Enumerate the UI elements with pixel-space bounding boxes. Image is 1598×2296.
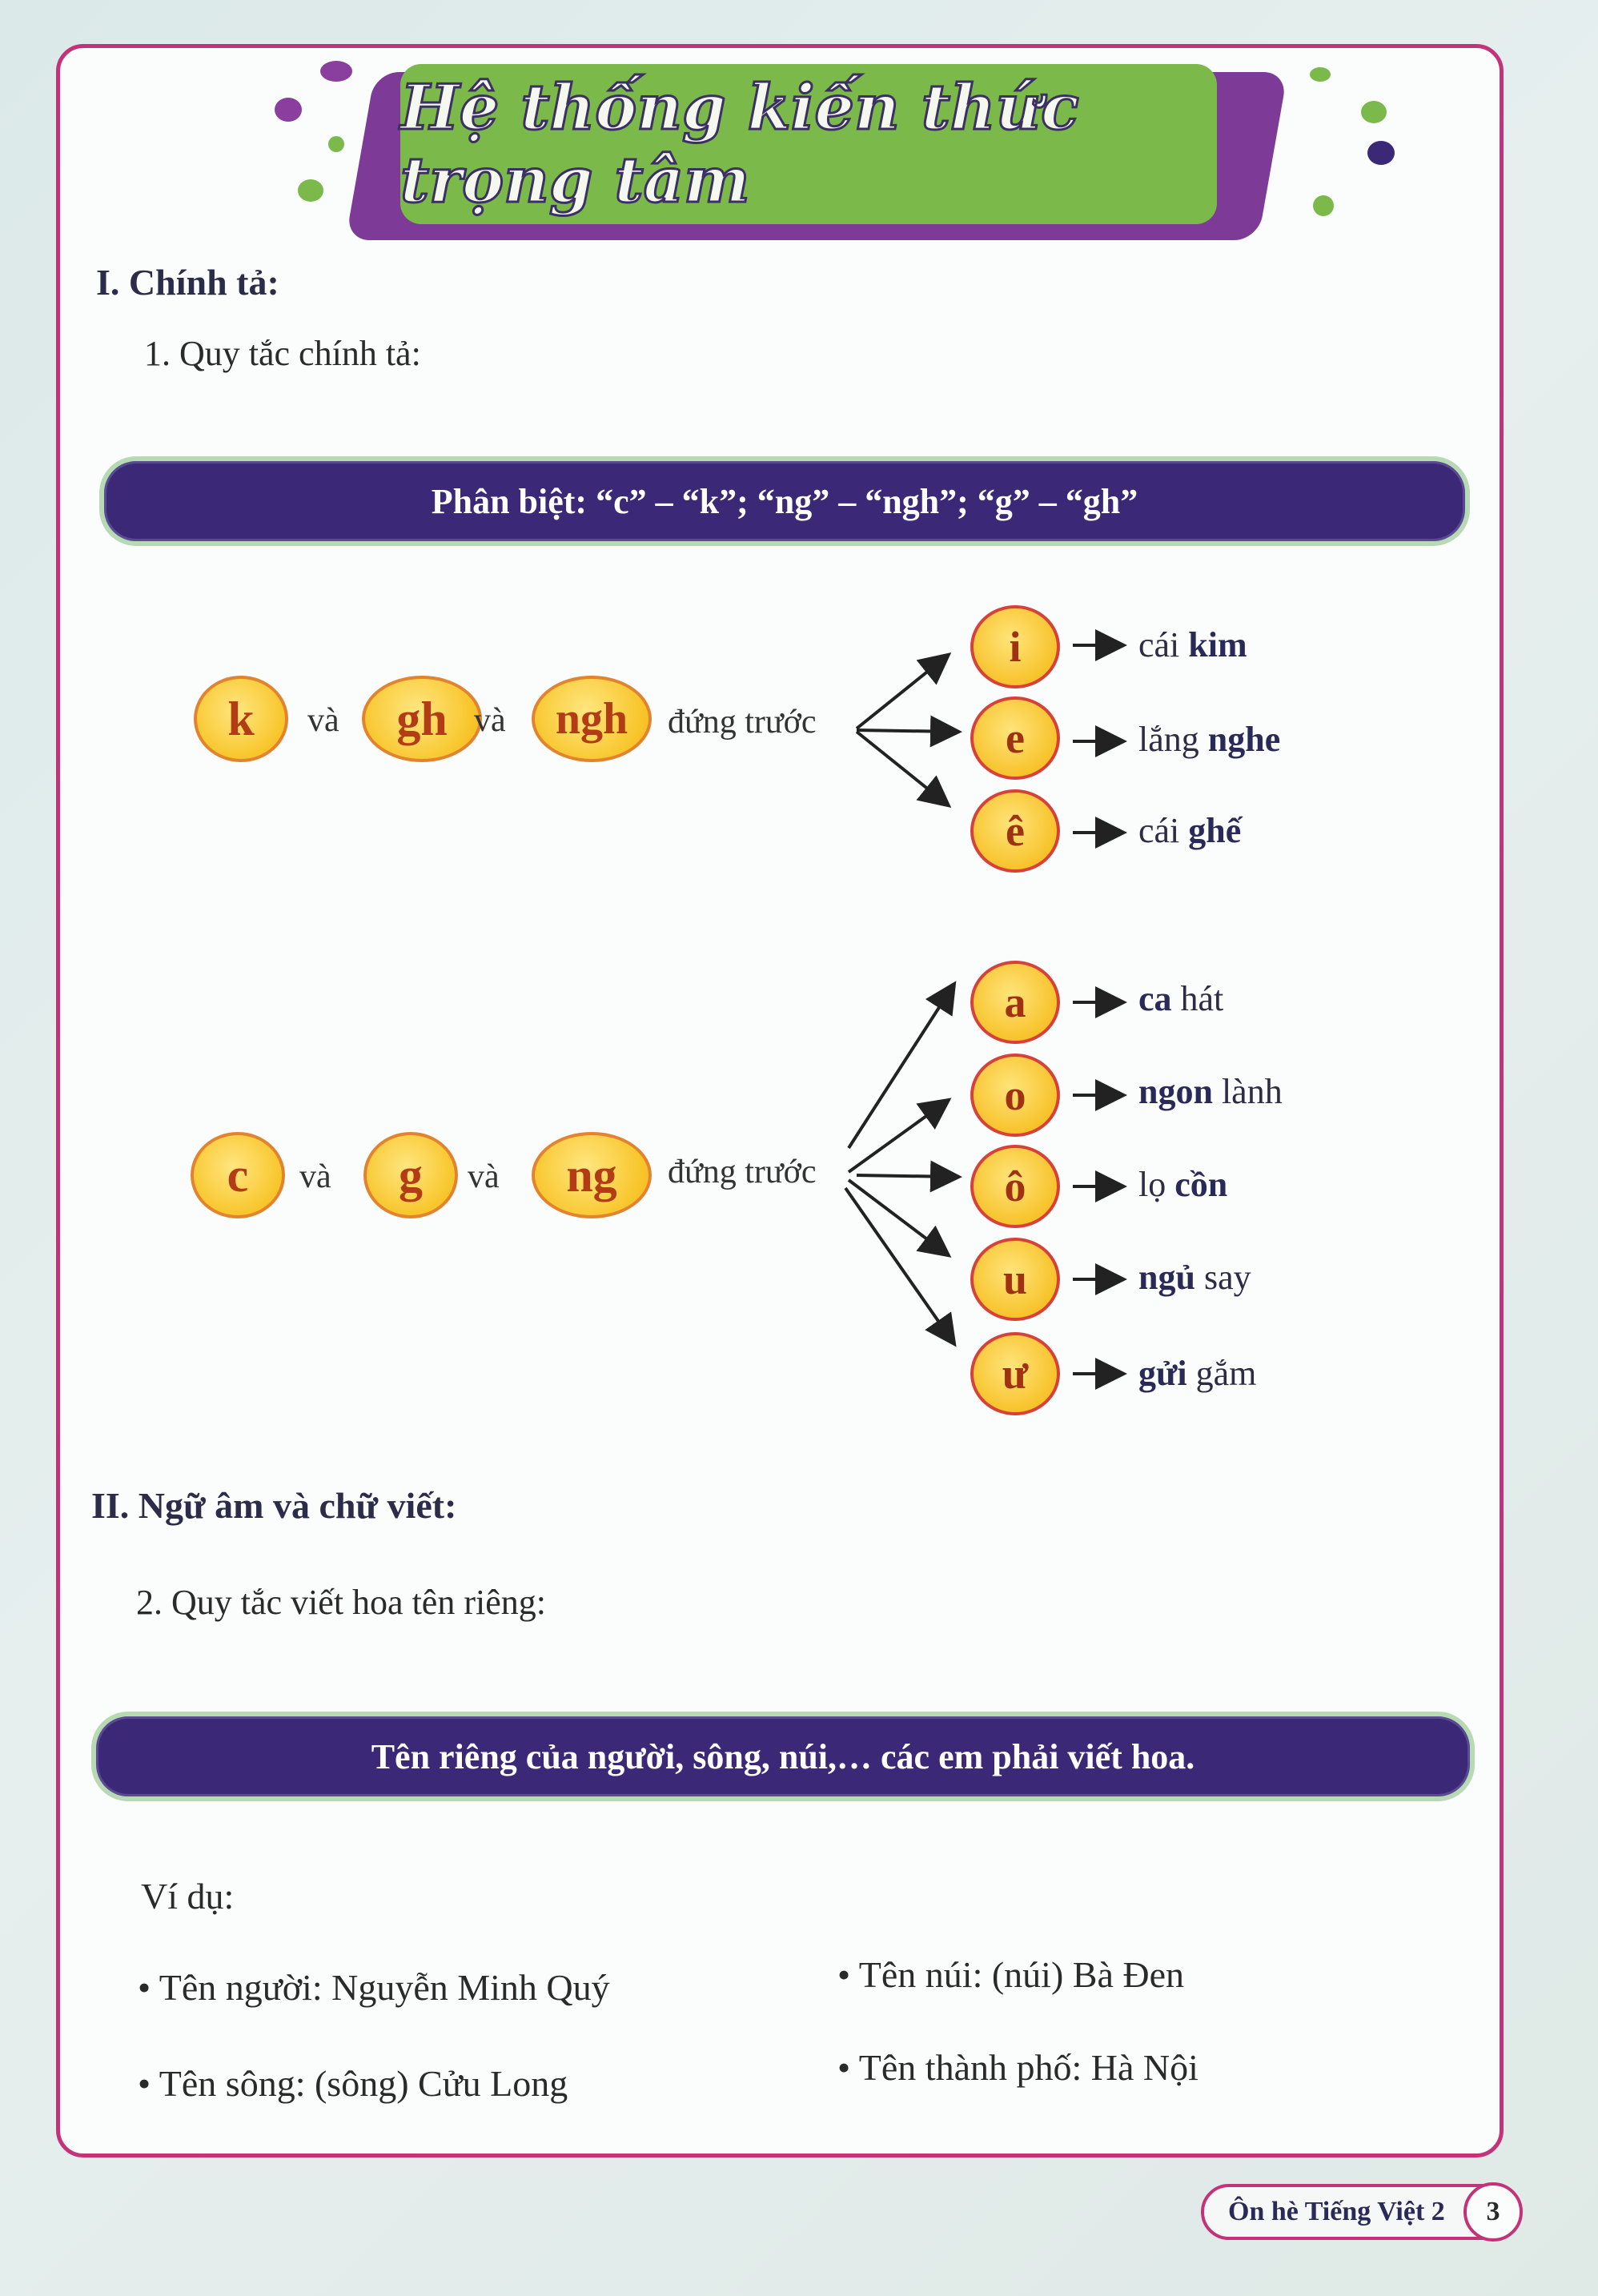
example-5: ngon lành: [1138, 1072, 1283, 1111]
rule-tail-text: đứng trước: [668, 1154, 817, 1190]
page-title: Hệ thống kiến thức trọng tâm: [400, 71, 1079, 217]
footer-book-label: [1201, 2184, 1521, 2240]
letter-bubble-ng: ng: [532, 1132, 652, 1218]
rule-tail-text: đứng trước: [668, 704, 817, 741]
example-8: gửi gắm: [1138, 1354, 1257, 1393]
letter-bubble-c: c: [191, 1132, 285, 1218]
vowel-bubble-u-horn: ư: [970, 1332, 1060, 1415]
decor-dot: [1367, 141, 1395, 165]
conj-text: và: [299, 1158, 331, 1195]
decor-dot: [1310, 67, 1331, 82]
rule-bar-2: Tên riêng của người, sông, núi,… các em phải viết hoa.: [91, 1712, 1475, 1801]
example-2: lắng nghe: [1138, 720, 1281, 759]
title-banner: [264, 48, 1385, 256]
example-3: cái ghế: [1138, 811, 1242, 850]
conj-text: và: [307, 702, 339, 739]
conj-text: và: [474, 702, 506, 739]
section-1-heading: I. Chính tả:: [96, 262, 279, 303]
letter-bubble-gh: gh: [362, 676, 482, 762]
bullet-person: • Tên người: Nguyễn Minh Quý: [138, 1967, 610, 2008]
example-6: lọ cồn: [1138, 1165, 1228, 1204]
rule-bar-1: Phân biệt: “c” – “k”; “ng” – “ngh”; “g” – “gh”: [99, 456, 1470, 546]
vowel-bubble-o-hat: ô: [970, 1145, 1060, 1228]
footer-book-title: Ôn hè Tiếng Việt 2: [1228, 2197, 1445, 2226]
example-1: cái kim: [1138, 625, 1247, 664]
decor-dot: [1313, 195, 1334, 216]
bullet-city: • Tên thành phố: Hà Nội: [837, 2047, 1198, 2088]
decor-dot: [328, 136, 344, 152]
banner-green-shape: [400, 64, 1217, 224]
letter-bubble-k: k: [194, 676, 288, 762]
example-4: ca hát: [1138, 979, 1224, 1018]
vowel-bubble-e: e: [970, 696, 1060, 780]
vowel-bubble-o: o: [970, 1054, 1060, 1137]
letter-bubble-ngh: ngh: [532, 676, 652, 762]
bullet-mountain: • Tên núi: (núi) Bà Đen: [837, 1954, 1185, 1995]
decor-dot: [1361, 101, 1387, 123]
example-label: Ví dụ:: [141, 1876, 235, 1917]
section-1-subheading: 1. Quy tắc chính tả:: [144, 334, 421, 373]
decor-dot: [298, 179, 323, 202]
decor-dot: [275, 98, 302, 122]
bullet-river: • Tên sông: (sông) Cửu Long: [138, 2063, 568, 2104]
section-2-heading: II. Ngữ âm và chữ viết:: [91, 1485, 457, 1526]
decor-dot: [320, 61, 352, 82]
vowel-bubble-e-hat: ê: [970, 789, 1060, 873]
letter-bubble-g: g: [363, 1132, 458, 1218]
page-number: 3: [1463, 2182, 1523, 2242]
section-2-subheading: 2. Quy tắc viết hoa tên riêng:: [136, 1583, 546, 1622]
vowel-bubble-u: u: [970, 1238, 1060, 1321]
vowel-bubble-a: a: [970, 961, 1060, 1044]
conj-text: và: [468, 1158, 500, 1195]
vowel-bubble-i: i: [970, 605, 1060, 688]
example-7: ngủ say: [1138, 1258, 1251, 1297]
